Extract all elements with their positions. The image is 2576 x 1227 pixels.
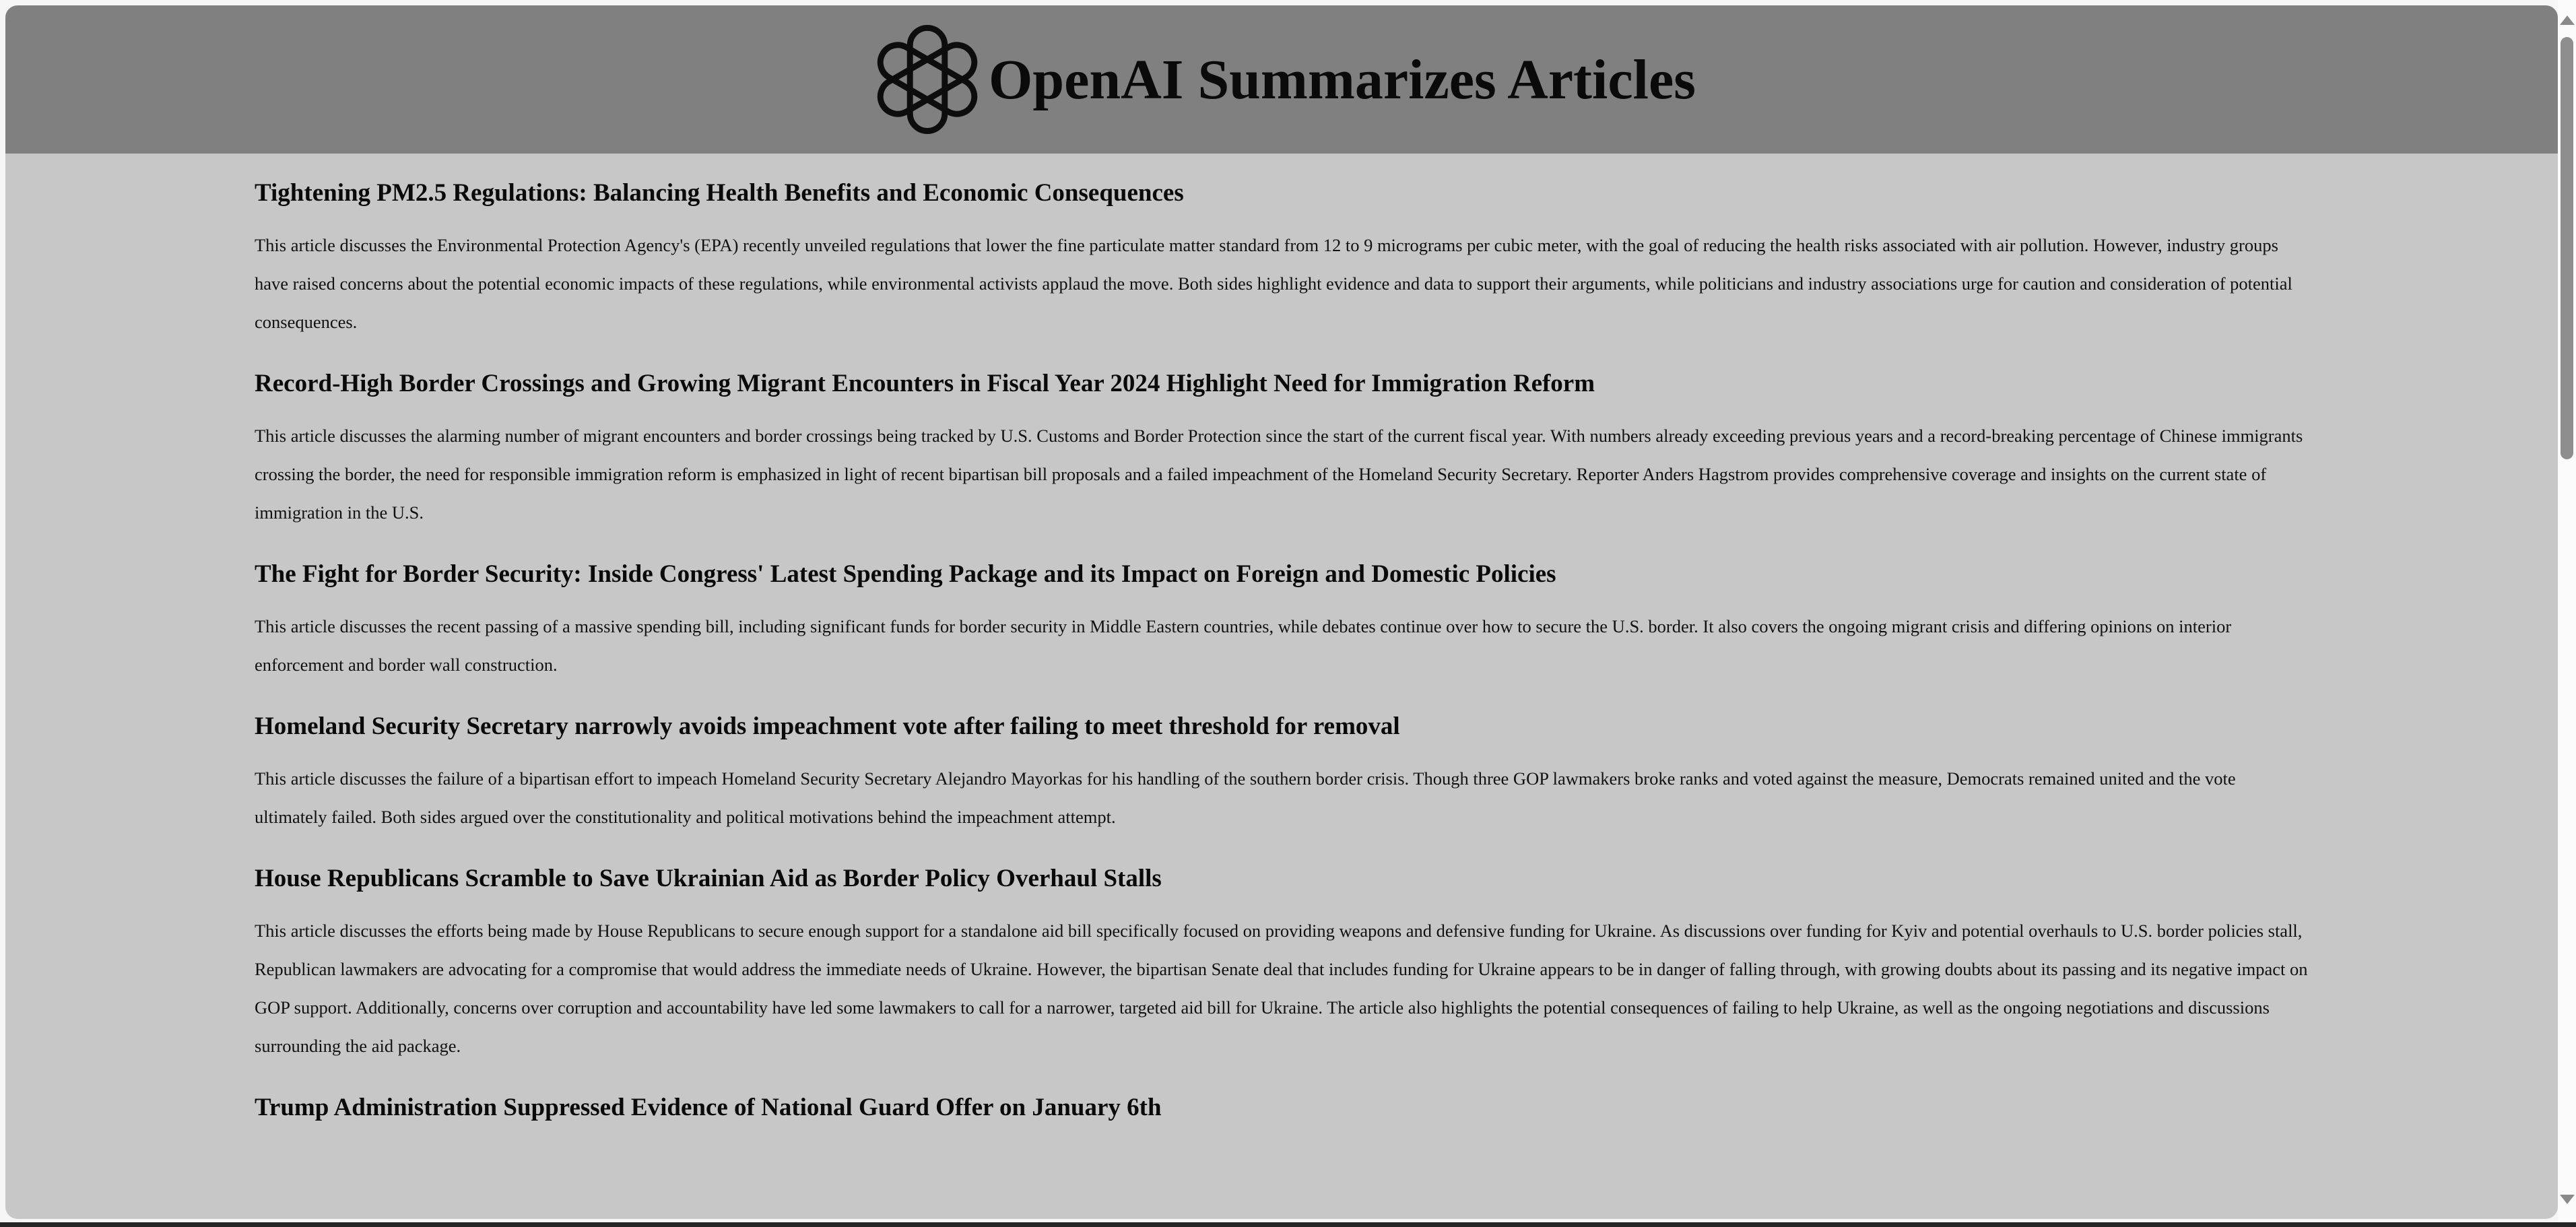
article-summary: This article discusses the recent passing of a massive spending bill, including significant funds for border security in Middle Eastern countries, while debates continue over how to secure the U.S. border. It also covers the ongoing migrant crisis and differing opinions on interior enforcement and border wall construction. — [255, 616, 2232, 675]
app-card — [5, 5, 2558, 1219]
article-item — [255, 1091, 2309, 1125]
article-heading: House Republicans Scramble to Save Ukrainian Aid as Border Policy Overhaul Stalls — [255, 865, 1162, 892]
scrollbar-thumb[interactable] — [2561, 37, 2573, 459]
article-summary: This article discusses the failure of a bipartisan effort to impeach Homeland Security Secretary Alejandro Mayorkas for his handling of the southern border crisis. Though three GOP lawmakers broke ranks and voted against the measure, Democrats remained united and the vote ultimately failed. Both sides argued over the constitutionality and political motivations behind the impeachment attempt. — [255, 768, 2236, 827]
scrollbar-track[interactable] — [2558, 0, 2576, 1227]
article-heading: Tightening PM2.5 Regulations: Balancing Health Benefits and Economic Consequences — [255, 179, 1184, 207]
article-item — [255, 862, 2309, 1065]
scroll-down-arrow-icon[interactable] — [2560, 1195, 2575, 1204]
article-item — [255, 710, 2309, 836]
article-item — [255, 367, 2309, 532]
article-summary: This article discusses the efforts being made by House Republicans to secure enough support for a standalone aid bill specifically focused on providing weapons and defensive funding for Ukraine. As discussions over funding for Kyiv and potential overhauls to U.S. border policies stall, Republican lawmakers are advocating for a compromise that would address the immediate needs of Ukraine. However, the bipartisan Senate deal that includes funding for Ukraine appears to be in danger of falling through, with growing doubts about its passing and its negative impact on GOP support. Additionally, concerns over corruption and accountability have led some lawmakers to call for a narrower, targeted aid bill for Ukraine. The article also highlights the potential consequences of failing to help Ukraine, as well as the ongoing negotiations and discussions surrounding the aid package. — [255, 921, 2308, 1056]
article-heading: Homeland Security Secretary narrowly avoids impeachment vote after failing to meet threshold for removal — [255, 712, 1400, 740]
article-heading: Record-High Border Crossings and Growing Migrant Encounters in Fiscal Year 2024 Highlight Need for Immigration Reform — [255, 370, 1595, 397]
page-title: OpenAI Summarizes Articles — [989, 48, 1696, 111]
article-heading: Trump Administration Suppressed Evidence of National Guard Offer on January 6th — [255, 1094, 1162, 1121]
article-summary: This article discusses the Environmental Protection Agency's (EPA) recently unveiled regulations that lower the fine particulate matter standard from 12 to 9 micrograms per cubic meter, with the goal of reducing the health risks associated with air pollution. However, industry groups have raised concerns about the potential economic impacts of these regulations, while environmental activists applaud the move. Both sides highlight evidence and data to support their arguments, while politicians and industry associations urge for caution and consideration of potential consequences. — [255, 235, 2292, 332]
article-item — [255, 558, 2309, 684]
window-bottom-edge — [0, 1222, 2576, 1227]
page-header — [5, 5, 2558, 154]
article-item — [255, 176, 2309, 341]
openai-logo-icon — [867, 11, 987, 148]
scroll-up-arrow-icon[interactable] — [2560, 15, 2575, 25]
article-summary: This article discusses the alarming number of migrant encounters and border crossings being tracked by U.S. Customs and Border Protection since the start of the current fiscal year. With numbers already exceeding previous years and a record-breaking percentage of Chinese immigrants crossing the border, the need for responsible immigration reform is emphasized in light of recent bipartisan bill proposals and a failed impeachment of the Homeland Security Secretary. Reporter Anders Hagstrom provides comprehensive coverage and insights on the current state of immigration in the U.S. — [255, 426, 2303, 523]
articles-list — [5, 154, 2558, 1125]
article-heading: The Fight for Border Security: Inside Congress' Latest Spending Package and its Impact on Foreign and Domestic Policies — [255, 560, 1556, 588]
